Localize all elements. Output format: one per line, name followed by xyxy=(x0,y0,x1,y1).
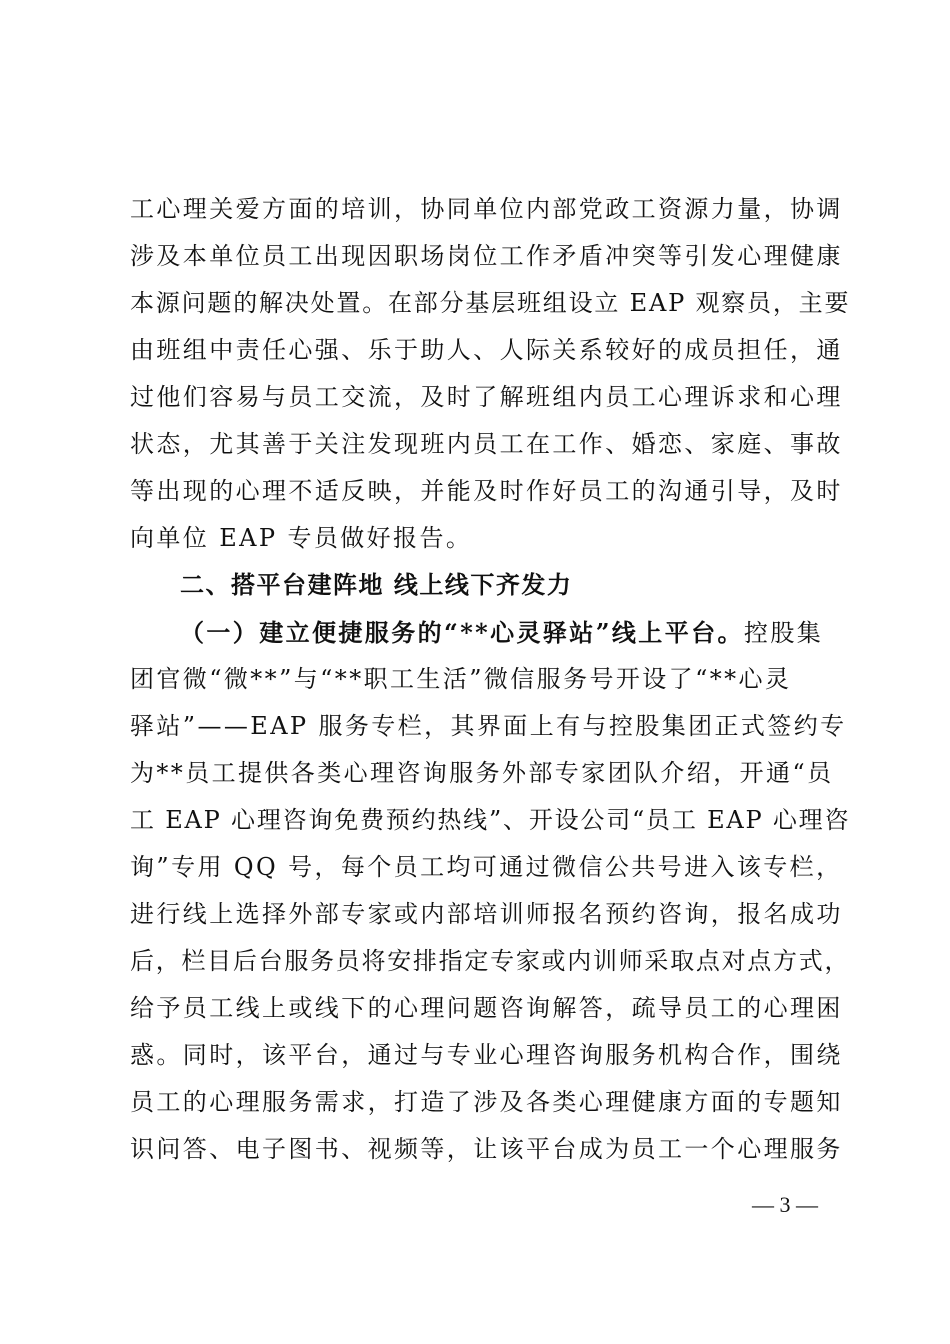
paragraph-line: 员工的心理服务需求，打造了涉及各类心理健康方面的专题知 xyxy=(130,1088,843,1116)
paragraph-line: 团官微“微**”与“**职工生活”微信服务号开设了“**心灵 xyxy=(130,665,792,693)
subsection-first-line xyxy=(130,609,850,656)
section-heading: 二、搭平台建阵地 线上线下齐发力 xyxy=(180,571,573,599)
paragraph-line: 本源问题的解决处置。在部分基层班组设立 EAP 观察员，主要 xyxy=(130,289,851,317)
paragraph-line: 给予员工线上或线下的心理问题咨询解答，疏导员工的心理困 xyxy=(130,994,843,1022)
paragraph-line: 工心理关爱方面的培训，协同单位内部党政工资源力量，协调 xyxy=(130,195,843,223)
paragraph-line: 涉及本单位员工出现因职场岗位工作矛盾冲突等引发心理健康 xyxy=(130,242,843,270)
subsection-title: （一）建立便捷服务的“**心灵驿站”线上平台。 xyxy=(180,618,744,647)
subsection-first-line-rest: 控股集 xyxy=(743,619,824,647)
paragraph-line: 后，栏目后台服务员将安排指定专家或内训师采取点对点方式， xyxy=(130,947,851,975)
page-number: — 3 — xyxy=(752,1192,818,1217)
paragraph-line: 询”专用 QQ 号，每个员工均可通过微信公共号进入该专栏， xyxy=(130,853,843,881)
paragraph-line: 状态，尤其善于关注发现班内员工在工作、婚恋、家庭、事故 xyxy=(130,430,843,458)
paragraph-line: 过他们容易与员工交流，及时了解班组内员工心理诉求和心理 xyxy=(130,383,843,411)
paragraph-line: 由班组中责任心强、乐于助人、人际关系较好的成员担任，通 xyxy=(130,336,843,364)
document-body xyxy=(130,186,850,1173)
paragraph-line: 驿站”——EAP 服务专栏，其界面上有与控股集团正式签约专 xyxy=(130,712,847,740)
paragraph-line: 为**员工提供各类心理咨询服务外部专家团队介绍，开通“员 xyxy=(130,759,834,787)
paragraph-line: 惑。同时，该平台，通过与专业心理咨询服务机构合作，围绕 xyxy=(130,1041,843,1069)
paragraph-line: 工 EAP 心理咨询免费预约热线”、开设公司“员工 EAP 心理咨 xyxy=(130,806,851,834)
paragraph-line: 进行线上选择外部专家或内部培训师报名预约咨询，报名成功 xyxy=(130,900,843,928)
paragraph-line: 等出现的心理不适反映，并能及时作好员工的沟通引导，及时 xyxy=(130,477,843,505)
paragraph-line: 识问答、电子图书、视频等，让该平台成为员工一个心理服务 xyxy=(130,1135,843,1163)
paragraph-line: 向单位 EAP 专员做好报告。 xyxy=(130,524,473,552)
